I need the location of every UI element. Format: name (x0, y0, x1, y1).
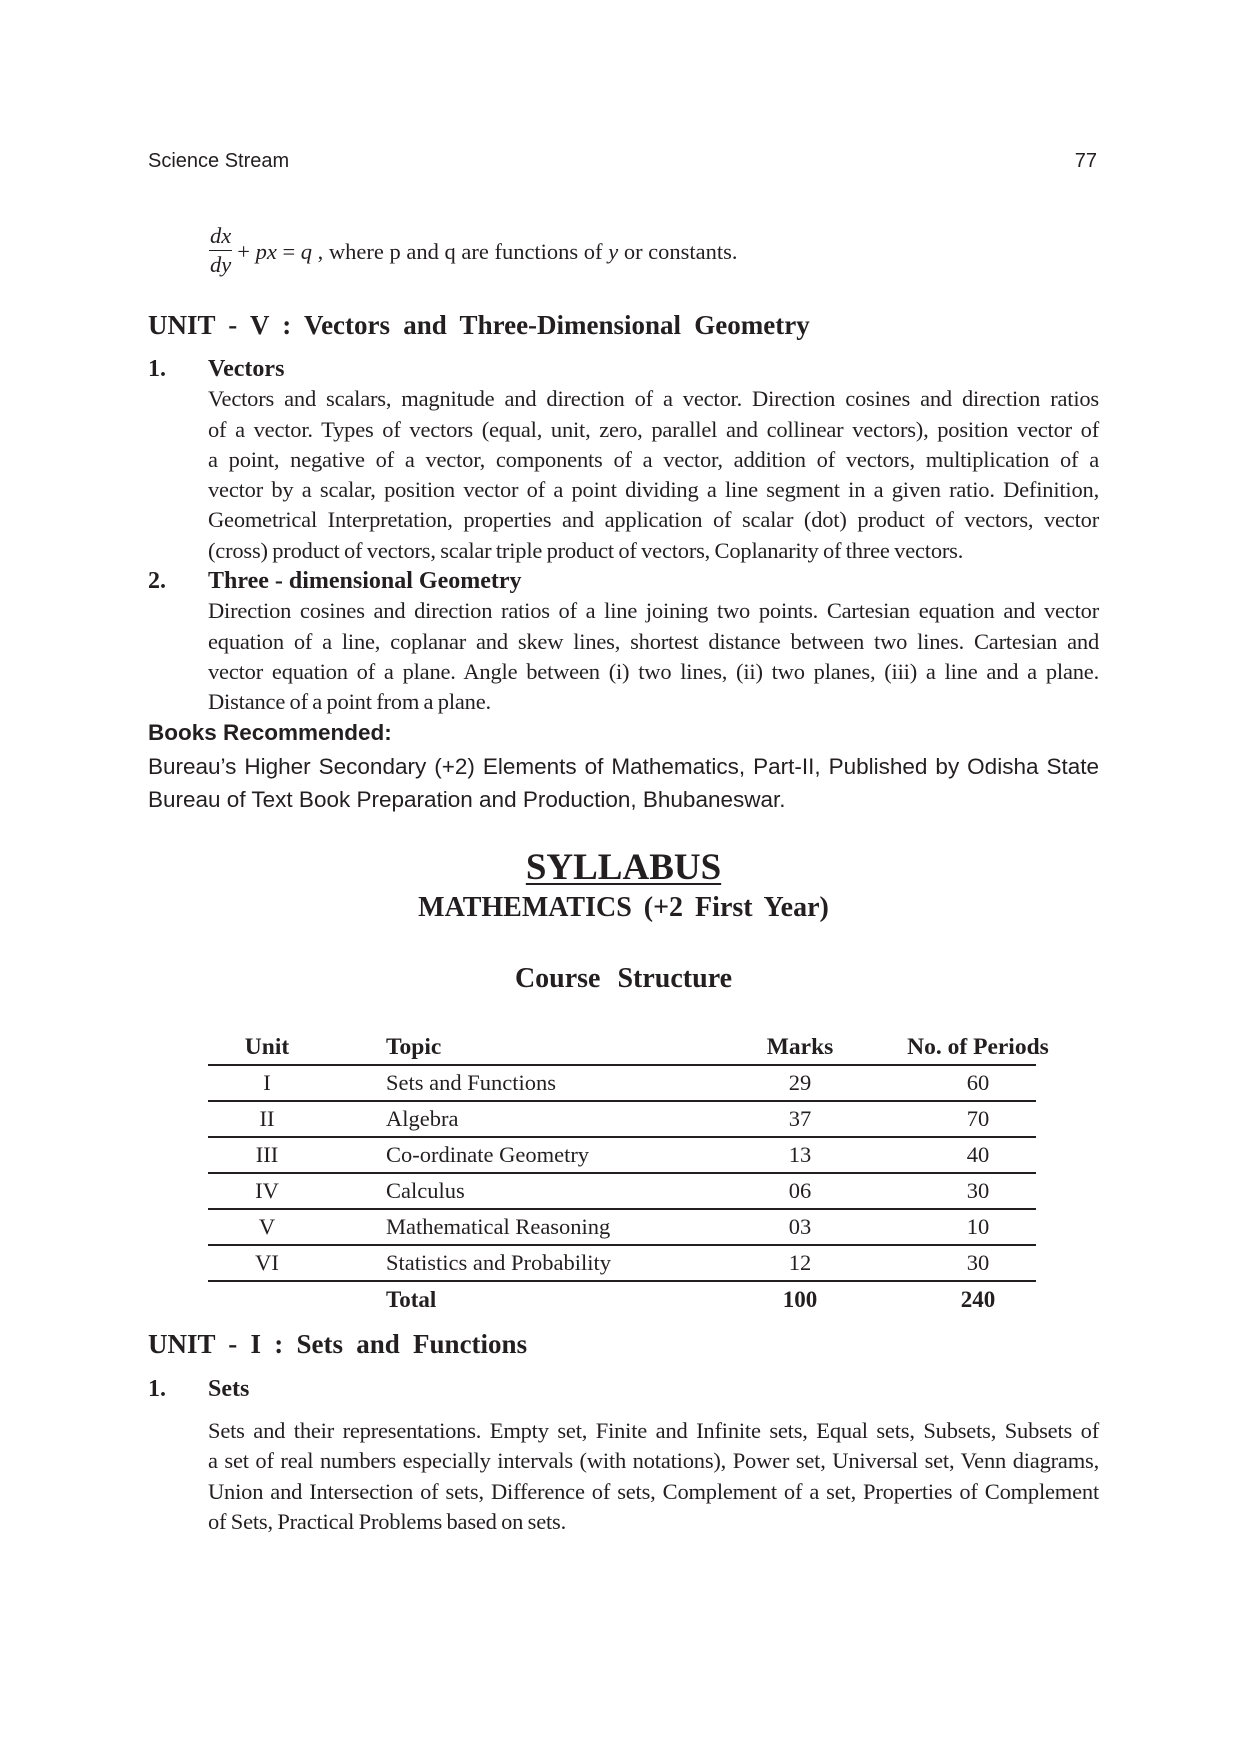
paragraph-line: vector equation of a plane. Angle between (i) two lines, (ii) two planes, (iii) a line and a plane. (208, 658, 1099, 684)
table-row (208, 1102, 1036, 1138)
periods-cell: 30 (966, 1250, 990, 1275)
unit-cell: IV (255, 1178, 279, 1203)
topic-cell: Co-ordinate Geometry (386, 1142, 590, 1167)
marks-cell: 12 (788, 1250, 812, 1275)
marks-cell: 03 (788, 1214, 812, 1239)
marks-cell: 13 (788, 1142, 812, 1167)
formula-condition: , where p and q are functions of (312, 239, 609, 264)
total-marks: 100 (782, 1287, 818, 1312)
table-row (208, 1138, 1036, 1174)
unit-5-title: UNIT - V : Vectors and Three-Dimensional Geometry (148, 310, 810, 340)
periods-cell: 60 (966, 1070, 990, 1095)
table-row (208, 1210, 1036, 1246)
topic-cell: Sets and Functions (386, 1070, 557, 1095)
paragraph-line: a point, negative of a vector, components of a vector, addition of vectors, multiplication of a (208, 446, 1099, 472)
topic-cell: Mathematical Reasoning (386, 1214, 611, 1239)
table-row (208, 1066, 1036, 1102)
marks-cell: 06 (788, 1178, 812, 1203)
paragraph-line: (cross) product of vectors, scalar triple product of vectors, Coplanarity of three vectors. (208, 537, 964, 563)
periods-cell: 70 (966, 1106, 990, 1131)
unit-cell: VI (255, 1250, 279, 1275)
course-structure-table (208, 1031, 1049, 1318)
book-reference-line: Bureau of Text Book Preparation and Production, Bhubaneswar. (148, 787, 786, 812)
paragraph-line: a set of real numbers especially intervals (with notations), Power set, Universal set, Venn diagrams, (208, 1448, 1099, 1474)
running-title: Science Stream (148, 150, 290, 172)
formula-equals: = (276, 239, 301, 264)
header-marks: Marks (766, 1034, 834, 1060)
topic-title: Three - dimensional Geometry (208, 568, 522, 595)
fraction (209, 222, 232, 279)
table-header-row (208, 1031, 1049, 1066)
formula-plus: + (237, 239, 256, 264)
periods-cell: 40 (966, 1142, 990, 1167)
topic-sets (148, 1374, 1099, 1404)
paragraph-line: Vectors and scalars, magnitude and direction of a vector. Direction cosines and direction ratios (208, 386, 1099, 412)
topic-title: Sets (208, 1376, 250, 1402)
formula-ending: or constants. (618, 239, 738, 264)
paragraph-line: Geometrical Interpretation, properties and application of scalar (dot) product of vectors, vector (208, 507, 1099, 533)
fraction-numerator: dx (209, 222, 232, 251)
formula-rhs: q (300, 239, 313, 264)
paragraph-line: Direction cosines and direction ratios of a line joining two points. Cartesian equation and vector (208, 598, 1099, 624)
paragraph-line: of Sets, Practical Problems based on sets. (208, 1508, 567, 1534)
total-periods: 240 (960, 1287, 996, 1312)
topic-three-dimensional-geometry (148, 566, 1099, 717)
topic-heading (148, 566, 1099, 596)
unit-cell: II (259, 1106, 275, 1131)
unit-1-title: UNIT - I : Sets and Functions (148, 1329, 528, 1359)
paragraph-line: equation of a line, coplanar and skew lines, shortest distance between two lines. Cartesian and (208, 628, 1099, 654)
topic-cell: Algebra (386, 1106, 459, 1131)
marks-cell: 37 (788, 1106, 812, 1131)
formula-variable: y (608, 239, 619, 264)
marks-cell: 29 (788, 1070, 812, 1095)
topic-heading (148, 354, 1099, 384)
unit-cell: I (263, 1070, 271, 1095)
syllabus-subtitle: MATHEMATICS (+2 First Year) (418, 892, 829, 923)
books-recommended-text (148, 750, 1099, 816)
page-number: 77 (1074, 150, 1097, 172)
topic-sets-body (148, 1416, 1099, 1537)
topic-cell: Statistics and Probability (386, 1250, 611, 1275)
formula-text (237, 237, 737, 267)
topic-number: 1. (148, 356, 166, 382)
header-topic: Topic (386, 1034, 442, 1060)
unit-cell: V (258, 1214, 276, 1239)
paragraph-line: Sets and their representations. Empty set, Finite and Infinite sets, Equal sets, Subsets, Subsets of (208, 1418, 1099, 1443)
topic-title: Vectors (208, 356, 285, 382)
topic-number: 1. (148, 1376, 166, 1402)
formula-term: px (255, 239, 277, 264)
paragraph-line: Distance of a point from a plane. (208, 689, 491, 715)
topic-vectors (148, 354, 1099, 566)
unit-cell: III (255, 1142, 279, 1167)
paragraph-line: vector by a scalar, position vector of a point dividing a line segment in a given ratio. Definition, (208, 477, 1099, 503)
header-unit: Unit (244, 1034, 290, 1060)
topic-heading (148, 1374, 1099, 1404)
paragraph-line: of a vector. Types of vectors (equal, unit, zero, parallel and collinear vectors), position vector of (208, 416, 1099, 442)
books-recommended-heading: Books Recommended: (148, 720, 392, 745)
table-total-row (208, 1282, 1036, 1318)
topic-cell: Calculus (386, 1178, 465, 1203)
total-label: Total (386, 1287, 437, 1312)
periods-cell: 10 (966, 1214, 990, 1239)
header-periods: No. of Periods (907, 1034, 1049, 1060)
table-row (208, 1246, 1036, 1282)
syllabus-title-text: SYLLABUS (525, 847, 722, 888)
differential-equation-formula (209, 219, 738, 281)
table-row (208, 1174, 1036, 1210)
unit-5-body (148, 354, 1099, 718)
running-header (148, 149, 1099, 173)
paragraph-line: Union and Intersection of sets, Difference of sets, Complement of a set, Properties of Complement (208, 1478, 1099, 1504)
periods-cell: 30 (966, 1178, 990, 1203)
book-reference-line: Bureau’s Higher Secondary (+2) Elements of Mathematics, Part-II, Published by Odisha State (148, 754, 1099, 779)
fraction-denominator: dy (210, 251, 232, 277)
course-structure-heading: Course Structure (514, 963, 733, 994)
syllabus-title (148, 846, 1099, 890)
topic-number: 2. (148, 568, 166, 595)
